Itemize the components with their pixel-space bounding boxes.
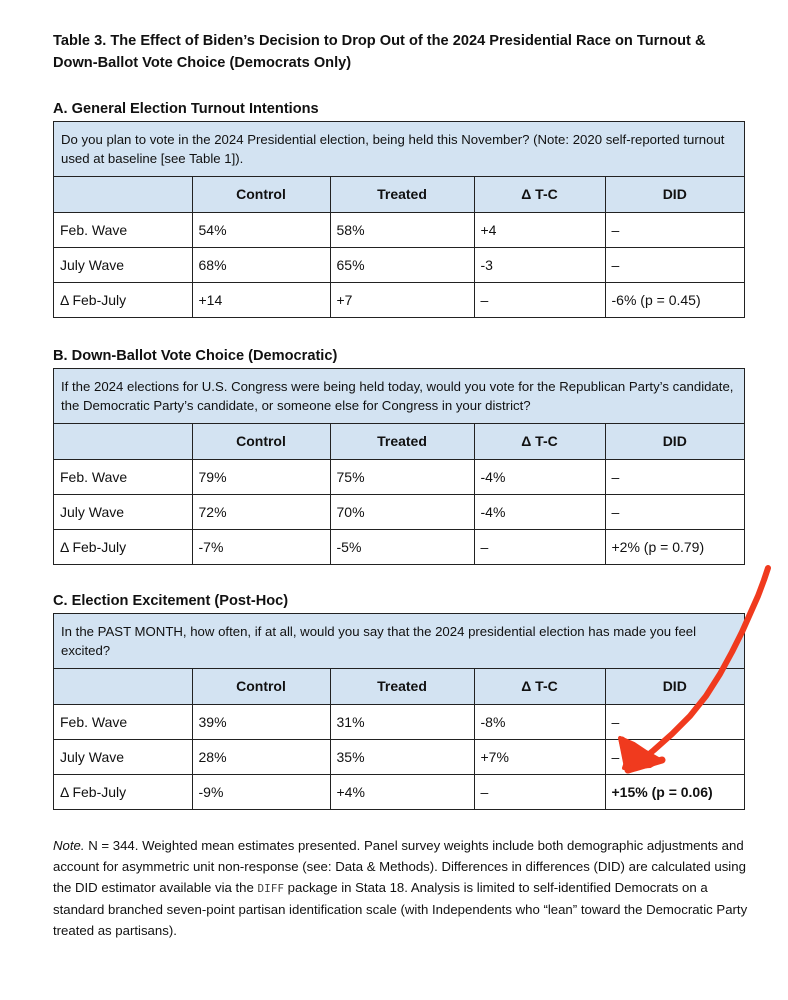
header-blank <box>54 669 192 704</box>
section-b-grid <box>54 424 744 564</box>
cell-did: – <box>605 739 744 774</box>
cell-treated: 31% <box>330 704 474 739</box>
cell-treated: -5% <box>330 529 474 564</box>
note-code: DIFF <box>257 882 285 895</box>
cell-control: 68% <box>192 247 330 282</box>
cell-delta-tc: – <box>474 282 605 317</box>
section-b-heading: B. Down-Ballot Vote Choice (Democratic) <box>53 348 338 364</box>
header-treated: Treated <box>330 424 474 459</box>
cell-control: 72% <box>192 494 330 529</box>
table-row <box>54 739 744 774</box>
table-row <box>54 282 744 317</box>
table-note <box>53 835 753 941</box>
cell-delta-tc: +4 <box>474 212 605 247</box>
table-title: Table 3. The Effect of Biden’s Decision to Drop Out of the 2024 Presidential Race on Turnout & Down-Ballot Vote Choice (Democrats Only) <box>53 33 706 71</box>
section-a-heading: A. General Election Turnout Intentions <box>53 101 319 117</box>
header-blank <box>54 177 192 212</box>
header-delta-tc: Δ T-C <box>474 669 605 704</box>
header-control: Control <box>192 424 330 459</box>
cell-delta-tc: – <box>474 529 605 564</box>
section-a-grid <box>54 177 744 317</box>
row-label: Feb. Wave <box>54 459 192 494</box>
header-treated: Treated <box>330 177 474 212</box>
header-delta-tc: Δ T-C <box>474 177 605 212</box>
section-c-grid <box>54 669 744 809</box>
cell-did: +2% (p = 0.79) <box>605 529 744 564</box>
cell-delta-tc: -3 <box>474 247 605 282</box>
cell-control: 54% <box>192 212 330 247</box>
header-treated: Treated <box>330 669 474 704</box>
section-b-table <box>53 368 745 565</box>
header-row <box>54 424 744 459</box>
cell-treated: 65% <box>330 247 474 282</box>
cell-did: – <box>605 247 744 282</box>
cell-treated: 75% <box>330 459 474 494</box>
cell-did: – <box>605 494 744 529</box>
cell-delta-tc: – <box>474 774 605 809</box>
table-row <box>54 529 744 564</box>
cell-did: -6% (p = 0.45) <box>605 282 744 317</box>
table-row <box>54 212 744 247</box>
cell-treated: +7 <box>330 282 474 317</box>
row-label: Δ Feb-July <box>54 529 192 564</box>
section-a-table <box>53 121 745 318</box>
cell-did-highlighted: +15% (p = 0.06) <box>605 774 744 809</box>
cell-control: +14 <box>192 282 330 317</box>
cell-delta-tc: -8% <box>474 704 605 739</box>
section-c-question: In the PAST MONTH, how often, if at all, would you say that the 2024 presidential election has made you feel excited? <box>54 614 744 669</box>
note-text-before: N = 344. Weighted mean estimates presented. Panel survey weights include both demographic adjustments and account for asymmetric unit non-response (see: Data & Methods). Differences in differences (DID) are calculated using the DID estimator available via the <box>53 838 746 895</box>
table-row <box>54 247 744 282</box>
row-label: Δ Feb-July <box>54 774 192 809</box>
header-did: DID <box>605 177 744 212</box>
table-row <box>54 704 744 739</box>
row-label: Feb. Wave <box>54 212 192 247</box>
cell-treated: 58% <box>330 212 474 247</box>
header-row <box>54 177 744 212</box>
note-text-after: package in Stata 18. Analysis is limited to self-identified Democrats on a standard branched seven-point partisan identification scale (with Independents who “lean” toward the Democratic Party treated as partisans). <box>53 880 748 938</box>
header-control: Control <box>192 669 330 704</box>
table-row <box>54 494 744 529</box>
row-label: Feb. Wave <box>54 704 192 739</box>
cell-treated: +4% <box>330 774 474 809</box>
table-row <box>54 774 744 809</box>
note-label: Note. <box>53 838 85 853</box>
cell-control: -9% <box>192 774 330 809</box>
cell-control: 28% <box>192 739 330 774</box>
header-did: DID <box>605 669 744 704</box>
row-label: July Wave <box>54 739 192 774</box>
cell-treated: 35% <box>330 739 474 774</box>
table-row <box>54 459 744 494</box>
header-did: DID <box>605 424 744 459</box>
section-c-heading: C. Election Excitement (Post-Hoc) <box>53 593 289 609</box>
section-a-question: Do you plan to vote in the 2024 Presidential election, being held this November? (Note: 2020 self-reported turnout used at baseline [see Table 1]). <box>54 122 744 177</box>
row-label: July Wave <box>54 494 192 529</box>
cell-control: 39% <box>192 704 330 739</box>
cell-delta-tc: +7% <box>474 739 605 774</box>
cell-did: – <box>605 212 744 247</box>
cell-control: -7% <box>192 529 330 564</box>
cell-did: – <box>605 459 744 494</box>
cell-did: – <box>605 704 744 739</box>
row-label: July Wave <box>54 247 192 282</box>
cell-treated: 70% <box>330 494 474 529</box>
section-b-question: If the 2024 elections for U.S. Congress were being held today, would you vote for the Republican Party’s candidate, the Democratic Party’s candidate, or someone else for Congress in your district? <box>54 369 744 424</box>
cell-delta-tc: -4% <box>474 494 605 529</box>
header-control: Control <box>192 177 330 212</box>
cell-delta-tc: -4% <box>474 459 605 494</box>
header-row <box>54 669 744 704</box>
header-delta-tc: Δ T-C <box>474 424 605 459</box>
cell-control: 79% <box>192 459 330 494</box>
header-blank <box>54 424 192 459</box>
row-label: Δ Feb-July <box>54 282 192 317</box>
section-c-table <box>53 613 745 810</box>
